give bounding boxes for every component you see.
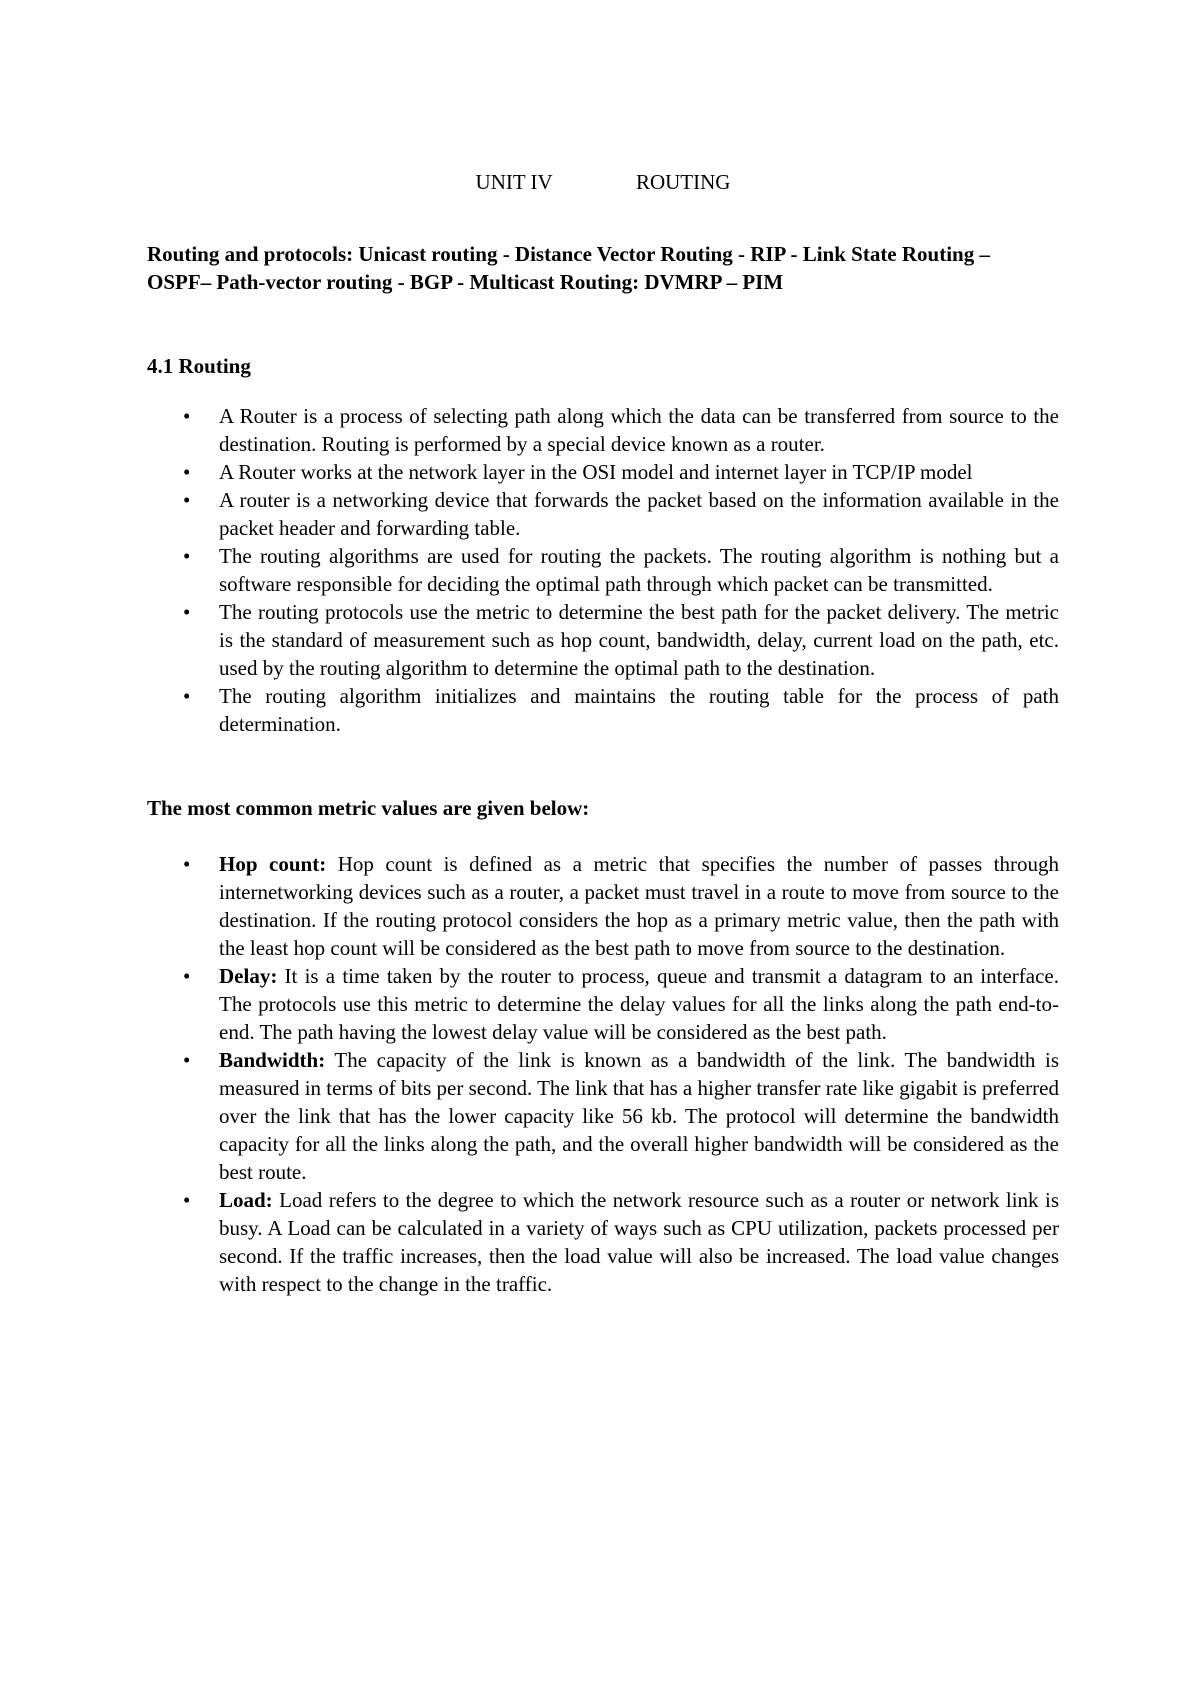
list-item: [147, 1046, 1059, 1186]
metric-description: It is a time taken by the router to process, queue and transmit a datagram to an interface. The protocols use this metric to determine the delay values for all the links along the path end-to-end. The path having the lowest delay value will be considered as the best path.: [219, 964, 1059, 1044]
bullet-icon: •: [183, 684, 191, 708]
metric-description: Load refers to the degree to which the network resource such as a router or network link is busy. A Load can be calculated in a variety of ways such as CPU utilization, packets processed per second. If the traffic increases, then the load value will also be increased. The load value changes with respect to the change in the traffic.: [219, 1188, 1059, 1296]
routing-bullet-list: [147, 402, 1059, 738]
unit-title: ROUTING: [635, 170, 731, 194]
metric-term: Bandwidth:: [219, 1048, 326, 1072]
metric-description: Hop count is defined as a metric that specifies the number of passes through internetworking devices such as a router, a packet must travel in a route to move from source to the destination. If the routing protocol considers the hop as a primary metric value, then the path with the least hop count will be considered as the best path to move from source to the destination.: [219, 852, 1059, 960]
metric-term: Delay:: [219, 964, 278, 988]
metric-description: The capacity of the link is known as a bandwidth of the link. The bandwidth is measured in terms of bits per second. The link that has a higher transfer rate like gigabit is preferred over the link that has the lower capacity like 56 kb. The protocol will determine the bandwidth capacity for all the links along the path, and the overall higher bandwidth will be considered as the best route.: [219, 1048, 1059, 1184]
metrics-bullet-list: [147, 850, 1059, 1298]
bullet-icon: •: [183, 1048, 191, 1072]
subject-line: Routing and protocols: Unicast routing - Distance Vector Routing - RIP - Link State Routing – OSPF– Path-vector routing - BGP - Multicast Routing: DVMRP – PIM: [147, 242, 990, 294]
list-item-text: A Router works at the network layer in the OSI model and internet layer in TCP/IP model: [219, 460, 973, 484]
page-title: [147, 168, 1059, 196]
list-item-text: A Router is a process of selecting path along which the data can be transferred from source to the destination. Routing is performed by a special device known as a router.: [219, 404, 1059, 456]
bullet-icon: •: [183, 488, 191, 512]
bullet-icon: •: [183, 600, 191, 624]
bullet-icon: •: [183, 404, 191, 428]
metrics-heading: The most common metric values are given below:: [147, 796, 590, 820]
bullet-icon: •: [183, 1188, 191, 1212]
list-item: [147, 598, 1059, 682]
list-item-text: A router is a networking device that forwards the packet based on the information available in the packet header and forwarding table.: [219, 488, 1059, 540]
document-content: [147, 168, 1059, 1298]
list-item: [147, 850, 1059, 962]
unit-label: UNIT IV: [475, 170, 553, 194]
list-item-text: The routing algorithms are used for routing the packets. The routing algorithm is nothing but a software responsible for deciding the optimal path through which packet can be transmitted.: [219, 544, 1059, 596]
metric-term: Load:: [219, 1188, 273, 1212]
bullet-icon: •: [183, 460, 191, 484]
section-heading: 4.1 Routing: [147, 354, 251, 378]
list-item: [147, 962, 1059, 1046]
list-item: [147, 1186, 1059, 1298]
metric-term: Hop count:: [219, 852, 327, 876]
bullet-icon: •: [183, 852, 191, 876]
bullet-icon: •: [183, 964, 191, 988]
list-item: [147, 682, 1059, 738]
list-item-text: The routing protocols use the metric to determine the best path for the packet delivery. The metric is the standard of measurement such as hop count, bandwidth, delay, current load on the path, etc. used by the routing algorithm to determine the optimal path to the destination.: [219, 600, 1059, 680]
list-item: [147, 486, 1059, 542]
list-item: [147, 542, 1059, 598]
list-item: [147, 402, 1059, 458]
list-item-text: The routing algorithm initializes and maintains the routing table for the process of path determination.: [219, 684, 1059, 736]
bullet-icon: •: [183, 544, 191, 568]
list-item: [147, 458, 1059, 486]
